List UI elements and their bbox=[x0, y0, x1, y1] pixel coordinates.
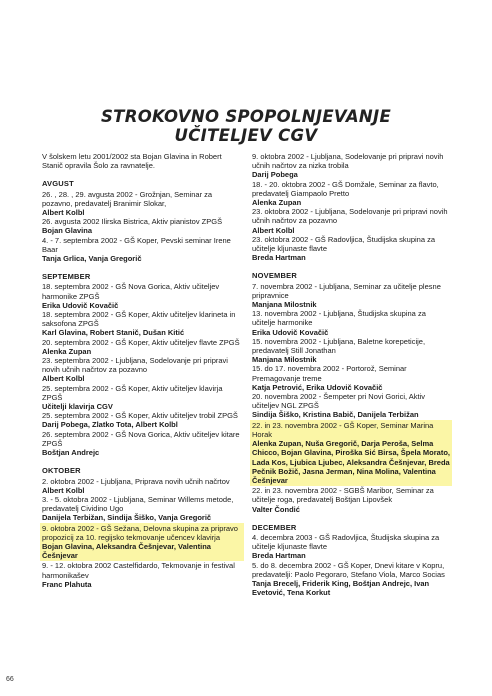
event-entry bbox=[252, 392, 450, 420]
event-description: 25. septembra 2002 - GŠ Koper, Aktiv učiteljev trobil ZPGŠ bbox=[42, 411, 238, 421]
participant-names: Danijela Terbižan, Sindija Šiško, Vanja Gregorič bbox=[42, 513, 212, 523]
event-description: 23. septembra 2002 - Ljubljana, Sodelovanje pri pripravi novih učnih načrtov za pozavno bbox=[42, 356, 228, 375]
participant-names: Valter Čondić bbox=[252, 504, 300, 514]
event-description: 20. septembra 2002 - GŠ Koper, Aktiv učiteljev flavte ZPGŠ bbox=[42, 337, 240, 347]
intro-paragraph: V šolskem letu 2001/2002 sta Bojan Glavina in Robert Stanič opravila Šolo za ravnatelje. bbox=[42, 152, 222, 171]
event-description: 20. novembra 2002 - Šempeter pri Novi Gorici, Aktiv učiteljev NGL ZPGŠ bbox=[252, 392, 425, 411]
event-entry bbox=[42, 190, 242, 218]
participant-names: Alenka Zupan, Nuša Gregorič, Darja Peroša, Selma Chicco, Bojan Glavina, Piroška Sić Birsa, Špela Morato, Lada Kos, Ljubica Ljubec, Aleksandra Češnjevar, Breda Pečnik Božič, Jasna Jerman, Nina Molina, Valentina Češnjevar bbox=[252, 439, 450, 485]
participant-names: Erika Udovič Kovačič bbox=[42, 300, 119, 310]
participant-names: Tanja Brecelj, Friderik King, Boštjan Andrejc, Ivan Evetović, Tena Korkut bbox=[252, 578, 430, 598]
event-entry bbox=[252, 420, 450, 486]
event-entry bbox=[252, 152, 450, 180]
participant-names: Boštjan Andrejc bbox=[42, 448, 100, 458]
event-description: 4. decembra 2003 - GŠ Radovljica, Študijska skupina za učitelje kljunaste flavte bbox=[252, 532, 440, 552]
event-description: 18. septembra 2002 - GŠ Nova Gorica, Aktiv učiteljev harmonike ZPGŠ bbox=[42, 282, 220, 301]
participant-names: Albert Kolbl bbox=[42, 374, 85, 384]
event-description: 26. septembra 2002 - GŠ Nova Gorica, Aktiv učiteljev kitare ZPGŠ bbox=[42, 429, 240, 448]
event-description: 26. avgusta 2002 Ilirska Bistrica, Aktiv pianistov ZPGŠ bbox=[42, 217, 223, 227]
month-heading: OKTOBER bbox=[42, 466, 81, 476]
event-entry bbox=[42, 384, 242, 412]
event-entry bbox=[42, 217, 242, 235]
event-description: 23. oktobra 2002 - GŠ Radovljica, Študijska skupina za učitelje kljunaste flavte bbox=[252, 234, 436, 254]
participant-names: Manjana Milostnik bbox=[252, 300, 317, 310]
left-column bbox=[42, 152, 242, 589]
event-description: 18. - 20. oktobra 2002 - GŠ Domžale, Seminar za flavto, predavatelj Giampaolo Pretto bbox=[252, 179, 439, 198]
event-entry bbox=[252, 533, 450, 561]
participant-names: Breda Hartman bbox=[252, 551, 306, 561]
participant-names: Bojan Glavina, Aleksandra Češnjevar, Valentina Češnjevar bbox=[42, 541, 211, 561]
event-description: 9. - 12. oktobra 2002 Castelfidardo, Tekmovanje in festival harmonikašev bbox=[42, 561, 235, 580]
title-line-1: STROKOVNO SPOPOLNJEVANJE bbox=[100, 107, 392, 126]
participant-names: Manjana Milostnik bbox=[252, 355, 317, 365]
event-entry bbox=[42, 411, 242, 429]
event-description: 18. septembra 2002 - GŠ Koper, Aktiv učiteljev klarineta in saksofona ZPGŠ bbox=[42, 310, 236, 329]
event-description: 23. oktobra 2002 - Ljubljana, Sodelovanje pri pripravi novih učnih načrtov za pozavno bbox=[252, 207, 448, 226]
right-sections bbox=[252, 152, 450, 597]
event-entry bbox=[42, 495, 242, 523]
event-description: 15. do 17. novembra 2002 - Portorož, Seminar Premagovanje treme bbox=[252, 364, 407, 383]
event-entry bbox=[252, 309, 450, 337]
right-column bbox=[252, 152, 450, 597]
event-entry bbox=[42, 282, 242, 310]
month-heading: SEPTEMBER bbox=[42, 272, 91, 282]
participant-names: Breda Hartman bbox=[252, 253, 306, 263]
participant-names: Darij Pobega bbox=[252, 170, 298, 180]
event-description: 25. septembra 2002 - GŠ Koper, Aktiv učiteljev klavirja ZPGŠ bbox=[42, 383, 223, 402]
event-entry bbox=[252, 207, 450, 235]
event-entry bbox=[252, 282, 450, 310]
event-description: 22. in 23. novembra 2002 - SGBŠ Maribor, Seminar za učitelje roga, predavatelj Boštjan Lipovšek bbox=[252, 486, 434, 505]
event-description: 4. - 7. septembra 2002 - GŠ Koper, Pevski seminar Irene Baar bbox=[42, 235, 231, 254]
participant-names: Bojan Glavina bbox=[42, 226, 93, 236]
event-entry bbox=[42, 561, 242, 589]
title-line-2: UČITELJEV CGV bbox=[174, 126, 318, 145]
event-entry bbox=[42, 310, 242, 338]
event-entry bbox=[42, 477, 242, 495]
event-description: 22. in 23. novembra 2002 - GŠ Koper, Seminar Marina Horak bbox=[252, 420, 434, 439]
event-entry bbox=[252, 364, 450, 392]
page-title bbox=[0, 107, 492, 145]
participant-names: Albert Kolbl bbox=[42, 485, 85, 495]
left-sections bbox=[42, 179, 242, 589]
event-description: 2. oktobra 2002 - Ljubljana, Priprava novih učnih načrtov bbox=[42, 476, 230, 486]
participant-names: Tanja Grlica, Vanja Gregorič bbox=[42, 254, 142, 264]
event-description: 5. do 8. decembra 2002 - GŠ Koper, Dnevi kitare v Kopru, predavatelji: Paolo Pegoraro, Stefano Viola, Marco Socias bbox=[252, 560, 445, 579]
month-heading: DECEMBER bbox=[252, 522, 297, 532]
event-description: 13. novembra 2002 - Ljubljana, Študijska skupina za učitelje harmonike bbox=[252, 309, 426, 328]
event-description: 7. novembra 2002 - Ljubljana, Seminar za učitelje plesne pripravnice bbox=[252, 281, 441, 300]
event-description: 9. oktobra 2002 - GŠ Sežana, Delovna skupina za pripravo propozicij za 10. regijsko tekmovanje učencev klavirja bbox=[42, 523, 238, 542]
page-number: 66 bbox=[6, 676, 14, 683]
participant-names: Albert Kolbl bbox=[252, 225, 295, 235]
event-entry bbox=[42, 430, 242, 458]
event-entry bbox=[252, 180, 450, 208]
event-description: 3. - 5. oktobra 2002 - Ljubljana, Seminar Willems metode, predavatelj Cividino Ugo bbox=[42, 494, 234, 514]
event-entry bbox=[252, 486, 450, 514]
event-entry bbox=[42, 236, 242, 264]
participant-names: Karl Glavina, Robert Stanič, Dušan Kitić bbox=[42, 328, 185, 338]
participant-names: Sindija Šiško, Kristina Babič, Danijela Terbižan bbox=[252, 410, 419, 420]
month-heading: NOVEMBER bbox=[252, 271, 297, 281]
participant-names: Alenka Zupan bbox=[252, 198, 302, 208]
event-entry bbox=[42, 356, 242, 384]
event-entry bbox=[42, 338, 242, 356]
event-description: 26. , 28. , 29. avgusta 2002 - Grožnjan, Seminar za pozavno, predavatelj Branimir Slokar, bbox=[42, 189, 213, 208]
event-entry bbox=[252, 561, 450, 598]
month-heading: AVGUST bbox=[42, 179, 74, 189]
participant-names: Franc Plahuta bbox=[42, 579, 92, 589]
participant-names: Katja Petrović, Erika Udovič Kovačič bbox=[252, 382, 383, 392]
participant-names: Darij Pobega, Zlatko Tota, Albert Kolbl bbox=[42, 420, 178, 430]
participant-names: Alenka Zupan bbox=[42, 346, 92, 356]
participant-names: Albert Kolbl bbox=[42, 208, 85, 218]
event-entry bbox=[252, 337, 450, 365]
event-description: 9. oktobra 2002 - Ljubljana, Sodelovanje pri pripravi novih učnih načrtov za nizka trobila bbox=[252, 152, 444, 171]
event-description: 15. novembra 2002 - Ljubljana, Baletne korepeticije, predavatelj Still Jonathan bbox=[252, 336, 426, 356]
participant-names: Učitelji klavirja CGV bbox=[42, 402, 113, 412]
event-entry bbox=[42, 523, 242, 562]
participant-names: Erika Udovič Kovačič bbox=[252, 327, 329, 337]
event-entry bbox=[252, 235, 450, 263]
